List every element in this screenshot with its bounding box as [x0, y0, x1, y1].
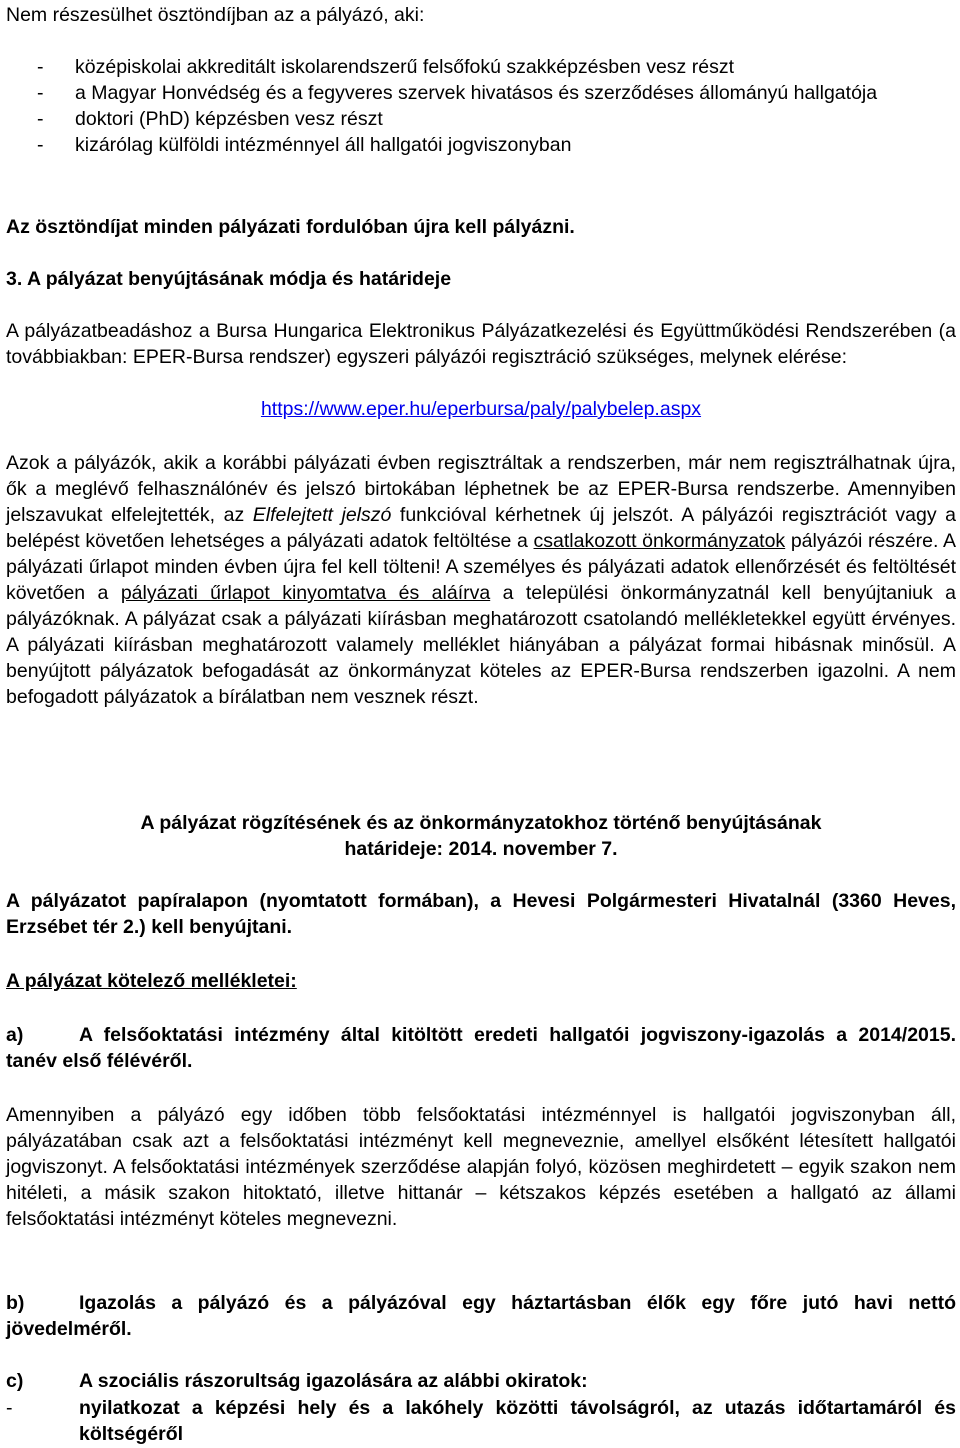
list-item: - nyilatkozat a képzési hely és a lakóhely közötti távolságról, az utazás időtartamáról és költségéről [6, 1397, 956, 1445]
attachment-item-c: c) A szociális rászorultság igazolására az alábbi okiratok: [6, 1370, 588, 1392]
reapply-note: Az ösztöndíjat minden pályázati fordulóban újra kell pályázni. [6, 216, 575, 238]
section-3-title: 3. A pályázat benyújtásának módja és határideje [6, 268, 452, 290]
attachment-item-a: a) A felsőoktatási intézmény által kitöltött eredeti hallgatói jogviszony-igazolás a 2014/2015. tanév első félévéről. [6, 1024, 956, 1072]
deadline-heading: A pályázat rögzítésének és az önkormányzatokhoz történő benyújtásának határideje: 2014. november 7. [6, 810, 956, 862]
attachment-item-b: b) Igazolás a pályázó és a pályázóval egy háztartásban élők egy főre jutó havi nettó jövedelméről. [6, 1292, 956, 1340]
joined-municipalities-term: csatlakozott önkormányzatok [533, 530, 786, 552]
list-item: - doktori (PhD) képzésben vesz részt [37, 108, 383, 130]
exclusion-list [6, 54, 956, 158]
forgotten-password-term: Elfelejtett jelszó [252, 504, 392, 526]
printed-signed-form-term: pályázati űrlapot kinyomtatva és aláírva [120, 582, 491, 604]
eper-registration-link[interactable]: https://www.eper.hu/eperbursa/paly/palybelep.aspx [260, 398, 702, 420]
list-item: - középiskolai akkreditált iskolarendszerű felsőfokú szakképzésben vesz részt [37, 56, 734, 78]
item-c-sublist [6, 1395, 956, 1447]
deadline-date: határideje: 2014. november 7. [344, 838, 618, 860]
item-label: a) [6, 1024, 24, 1046]
list-item: - kizárólag külföldi intézménnyel áll hallgatói jogviszonyban [37, 134, 572, 156]
item-label: c) [6, 1370, 24, 1392]
not-eligible-heading: Nem részesülhet ösztöndíjban az a pályázó, aki: [6, 4, 425, 26]
registration-link-line [6, 396, 956, 422]
multi-institution-paragraph: Amennyiben a pályázó egy időben több felsőoktatási intézménnyel is hallgatói jogviszonyban áll, pályázatában csak azt a felsőoktatási intézményt kell megneveznie, amellyel elsőként létesített hallgatói jogviszonyt. A felsőoktatási intézmények szerződése alapján folyó, közösen meghirdetett – egyik szakon nem hitéleti, a másik szakon hitoktató, illetve hittanár – kétszakos képzés esetében a hallgató az állami felsőoktatási intézményt köteles megnevezni. [6, 1104, 956, 1230]
registration-details-paragraph: Azok a pályázók, akik a korábbi pályázati évben regisztráltak a rendszerben, már nem regisztrálhatnak újra, ők a meglévő felhasználónév és jelszó birtokában léphetnek be az EPER-Bursa rendszerbe. Amennyiben jelszavukat elfelejtették, az Elfelejtett jelszó funkcióval kérhetnek új jelszót. A pályázói regisztrációt vagy a belépést követően lehetséges a pályázati adatok feltöltése a csatlakozott önkormányzatok pályázói részére. A pályázati űrlapot minden évben újra fel kell tölteni! A személyes és pályázati adatok ellenőrzését és feltöltését követően a pályázati űrlapot kinyomtatva és aláírva a települési önkormányzatnál kell benyújtaniuk a pályázóknak. A pályázat csak a pályázati kiírásban meghatározott csatolandó mellékletekkel együtt érvényes. A pályázati kiírásban meghatározott valamely melléklet hiányában a pályázat formai hibásnak minősül. A benyújtott pályázatok befogadását az önkormányzat köteles az EPER-Bursa rendszerben igazolni. A nem befogadott pályázatok a bírálatban nem vesznek részt. [6, 452, 957, 708]
item-label: b) [6, 1292, 25, 1314]
registration-paragraph: A pályázatbeadáshoz a Bursa Hungarica Elektronikus Pályázatkezelési és Együttműködési Rendszerében (a továbbiakban: EPER-Bursa rendszer) egyszeri pályázói regisztráció szükséges, melynek elérése: [6, 320, 956, 368]
attachments-heading: A pályázat kötelező mellékletei: [6, 970, 297, 992]
list-item: - a Magyar Honvédség és a fegyveres szervek hivatásos és szerződéses állományú hallgatója [37, 82, 878, 104]
paper-submission-note: A pályázatot papíralapon (nyomtatott formában), a Hevesi Polgármesteri Hivatalnál (3360 Heves, Erzsébet tér 2.) kell benyújtani. [6, 890, 956, 938]
